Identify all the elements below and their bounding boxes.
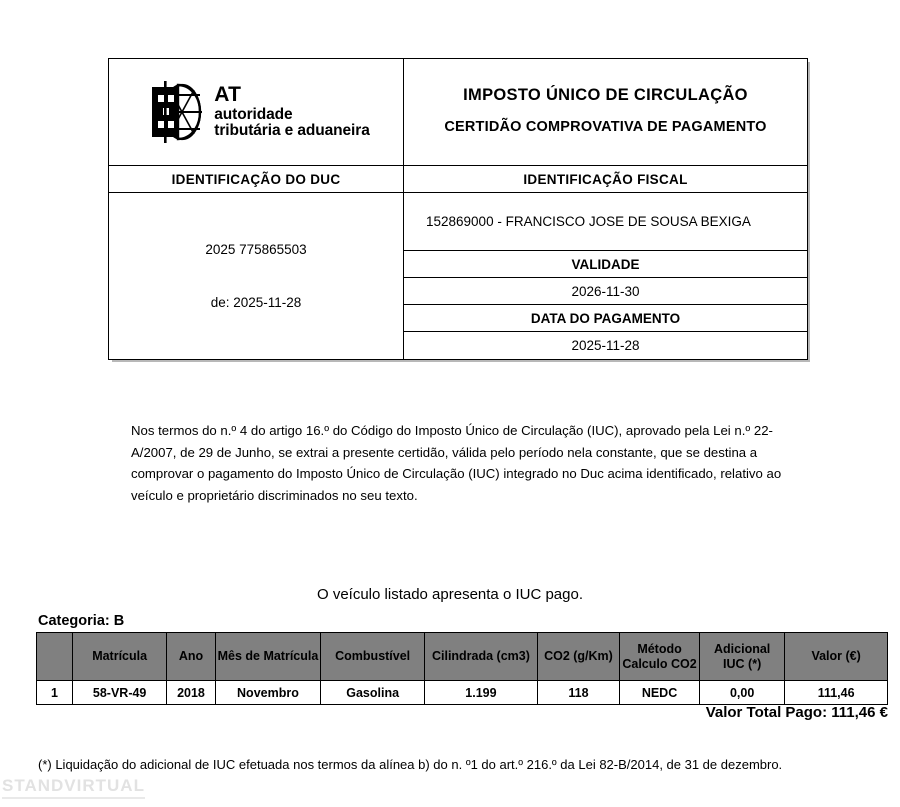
document-title-cell: [404, 59, 807, 166]
th-combustivel: Combustível: [321, 633, 425, 681]
footnote: (*) Liquidação do adicional de IUC efetuada nos termos da alínea b) do n. º1 do art.º 216.º da Lei 82-B/2014, de 31 de dezembro.: [38, 757, 783, 772]
payment-statement: O veículo listado apresenta o IUC pago.: [317, 586, 583, 603]
at-logo: [148, 81, 369, 143]
certificate-right-column: [404, 59, 807, 359]
th-metodo-calculo-co2: Método Calculo CO2: [620, 633, 700, 681]
cell-cilindrada: 1.199: [424, 681, 537, 705]
validity-value: 2026-11-30: [404, 278, 807, 305]
th-mes-matricula: Mês de Matrícula: [215, 633, 321, 681]
cell-adicional-iuc: 0,00: [700, 681, 785, 705]
cell-index: 1: [37, 681, 73, 705]
cell-ano: 2018: [167, 681, 215, 705]
cell-metodo-calculo-co2: NEDC: [620, 681, 700, 705]
payment-date-label: DATA DO PAGAMENTO: [404, 305, 807, 332]
at-logo-line3: tributária e aduaneira: [214, 122, 370, 140]
cell-co2: 118: [537, 681, 619, 705]
th-matricula: Matrícula: [72, 633, 166, 681]
watermark: STANDVIRTUAL: [2, 776, 145, 799]
page-title: IMPOSTO ÚNICO DE CIRCULAÇÃO: [463, 86, 748, 105]
th-ano: Ano: [167, 633, 215, 681]
taxpayer-identification: 152869000 - FRANCISCO JOSE DE SOUSA BEXIGA: [404, 193, 807, 251]
cell-mes-matricula: Novembro: [215, 681, 321, 705]
table-header-row: [37, 633, 888, 681]
duc-number: 2025 775865503: [205, 242, 307, 257]
vehicle-category: Categoria: B: [38, 613, 125, 629]
at-shield-armillary-logo-icon: [148, 81, 206, 143]
th-cilindrada: Cilindrada (cm3): [424, 633, 537, 681]
certificate-top-row: [109, 59, 807, 359]
at-logo-acronym: AT: [214, 82, 242, 106]
fiscal-section-header: IDENTIFICAÇÃO FISCAL: [404, 166, 807, 193]
total-paid: Valor Total Pago: 111,46 €: [705, 704, 888, 721]
duc-body: [109, 193, 403, 359]
vehicle-table: [36, 632, 888, 705]
duc-date: de: 2025-11-28: [210, 295, 302, 310]
cell-combustivel: Gasolina: [321, 681, 425, 705]
page-subtitle: CERTIDÃO COMPROVATIVA DE PAGAMENTO: [444, 119, 767, 136]
certificate-header-box: [108, 58, 808, 360]
cell-valor: 111,46: [785, 681, 888, 705]
certificate-left-column: [109, 59, 404, 359]
th-valor: Valor (€): [785, 633, 888, 681]
at-logo-text: [214, 84, 369, 140]
th-adicional-iuc: Adicional IUC (*): [700, 633, 785, 681]
payment-date-value: 2025-11-28: [571, 338, 640, 353]
th-index: [37, 633, 73, 681]
cell-matricula: 58-VR-49: [72, 681, 166, 705]
at-logo-cell: [109, 59, 403, 166]
legal-paragraph: Nos termos do n.º 4 do artigo 16.º do Código do Imposto Único de Circulação (IUC), aprovado pela Lei n.º 22-A/2007, de 29 de Junho, se extrai a presente certidão, válida pelo período nela constante, que se destina a comprovar o pagamento do Imposto Único de Circulação (IUC) integrado no Duc acima identificado, relativo ao veículo e proprietário discriminados no seu texto.: [131, 423, 782, 503]
at-logo-line2: autoridade: [214, 105, 293, 123]
duc-section-header: IDENTIFICAÇÃO DO DUC: [109, 166, 403, 193]
validity-label: VALIDADE: [404, 251, 807, 278]
th-co2: CO2 (g/Km): [537, 633, 619, 681]
table-row: [37, 681, 888, 705]
